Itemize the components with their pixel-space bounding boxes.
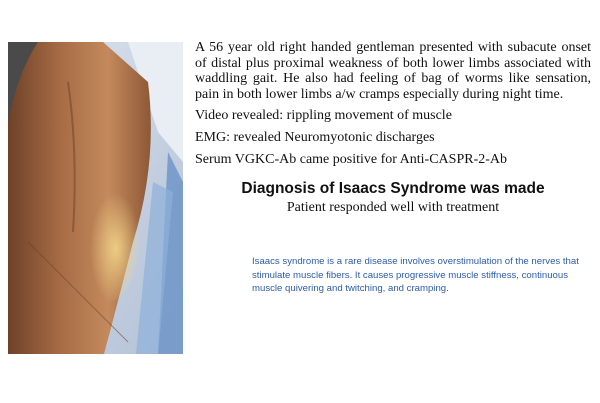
finding-emg: EMG: revealed Neuromyotonic discharges — [195, 130, 435, 146]
case-presentation: A 56 year old right handed gentleman presented with subacute onset of distal plus proximal weakness of both lower limbs associated with waddling gait. He also had feeling of bag of worms like sensation, pain in both lower limbs a/w cramps especially during night time. — [195, 40, 591, 102]
treatment-response: Patient responded well with treatment — [286, 200, 500, 216]
patient-leg-photo — [8, 42, 183, 354]
leg-illustration — [8, 42, 183, 354]
case-text — [195, 40, 591, 216]
finding-serum: Serum VGKC-Ab came positive for Anti-CASPR-2-Ab — [195, 152, 507, 168]
diagnosis-heading: Diagnosis of Isaacs Syndrome was made — [241, 180, 545, 198]
isaacs-definition: Isaacs syndrome is a rare disease involves overstimulation of the nerves that stimulate muscle fibers. It causes progressive muscle stiffness, continuous muscle quivering and twitching, and cramping. — [252, 256, 579, 295]
finding-video: Video revealed: rippling movement of muscle — [195, 108, 452, 124]
